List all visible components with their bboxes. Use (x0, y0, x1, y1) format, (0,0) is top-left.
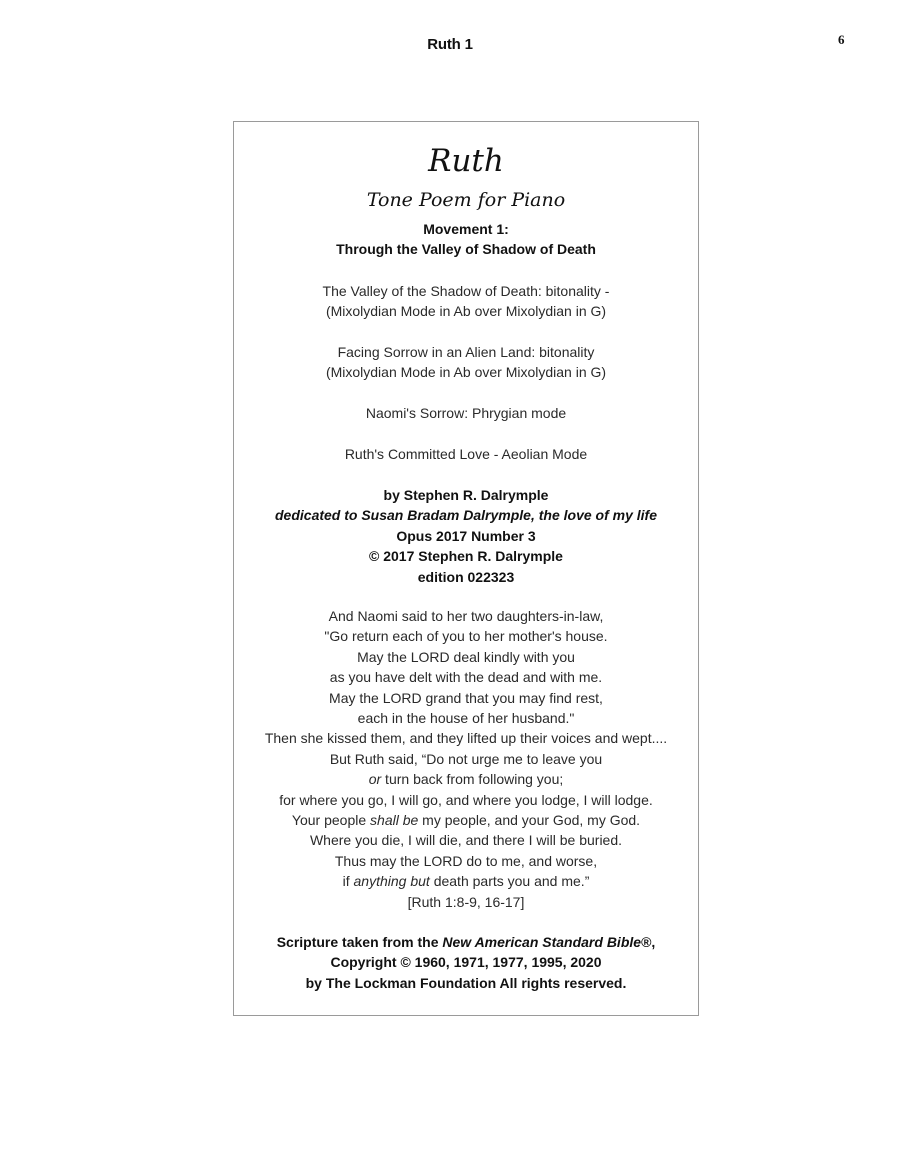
scripture-text: turn back from following you; (381, 771, 564, 788)
scripture-line: May the LORD deal kindly with you (357, 648, 575, 665)
scripture-italic: or (368, 771, 382, 788)
scripture-text: my people, and your God, my God. (418, 812, 641, 829)
section-1-line-2: (Mixolydian Mode in Ab over Mixolydian in G) (325, 303, 607, 320)
movement-name: Through the Valley of Shadow of Death (336, 241, 596, 258)
scripture-reference: [Ruth 1:8-9, 16-17] (407, 893, 525, 910)
movement-label: Movement 1: (423, 221, 509, 237)
copyright-notice (234, 932, 698, 993)
scripture-quote (234, 606, 698, 912)
scripture-italic: shall be (370, 812, 419, 829)
scripture-line: Thus may the LORD do to me, and worse, (334, 852, 598, 869)
notice-line-1 (234, 932, 698, 952)
bible-title: New American Standard Bible (442, 934, 642, 950)
scripture-line (234, 769, 698, 789)
running-head: Ruth 1 (427, 36, 473, 53)
notice-line-3: by The Lockman Foundation All rights reserved. (305, 974, 627, 991)
title-frame (233, 121, 699, 1016)
movement-heading (234, 219, 698, 260)
scripture-line (234, 810, 698, 830)
opus-number: Opus 2017 Number 3 (396, 527, 536, 544)
page-number: 6 (838, 32, 845, 47)
section-2-line-1: Facing Sorrow in an Alien Land: bitonality (337, 344, 595, 360)
copyright-line: © 2017 Stephen R. Dalrymple (369, 548, 563, 565)
scripture-line: Where you die, I will die, and there I will be buried. (309, 832, 623, 849)
section-4 (234, 444, 698, 464)
section-2 (234, 342, 698, 383)
author-credit: by Stephen R. Dalrymple (383, 487, 549, 503)
section-1-line-1: The Valley of the Shadow of Death: bitonality - (322, 283, 610, 299)
scripture-line: May the LORD grand that you may find rest, (329, 689, 603, 706)
work-title: Ruth (428, 143, 504, 179)
scripture-text: death parts you and me.” (429, 873, 590, 890)
scripture-line: But Ruth said, “Do not urge me to leave you (329, 750, 603, 767)
scripture-line (234, 871, 698, 891)
credits (234, 485, 698, 587)
scripture-line: And Naomi said to her two daughters-in-law, (328, 608, 604, 624)
notice-text: ®, (641, 934, 656, 950)
section-3 (234, 403, 698, 423)
section-1 (234, 281, 698, 322)
section-3-line-1: Naomi's Sorrow: Phrygian mode (365, 405, 567, 421)
notice-text: Scripture taken from the (276, 934, 443, 950)
section-2-line-2: (Mixolydian Mode in Ab over Mixolydian in G) (325, 364, 607, 381)
section-4-line-1: Ruth's Committed Love - Aeolian Mode (344, 446, 588, 462)
scripture-text: if (342, 873, 354, 890)
scripture-line: as you have delt with the dead and with me. (329, 669, 603, 686)
work-subtitle: Tone Poem for Piano (366, 189, 566, 211)
scripture-italic: anything but (353, 873, 430, 890)
scripture-line: each in the house of her husband." (357, 710, 575, 727)
scripture-line: Then she kissed them, and they lifted up their voices and wept.... (264, 730, 668, 747)
dedication: dedicated to Susan Bradam Dalrymple, the love of my life (275, 507, 657, 524)
scripture-text: Your people (291, 812, 371, 829)
edition-line: edition 022323 (417, 568, 515, 585)
scripture-line: "Go return each of you to her mother's house. (324, 628, 608, 645)
scripture-line: for where you go, I will go, and where you lodge, I will lodge. (279, 791, 653, 808)
notice-line-2: Copyright © 1960, 1971, 1977, 1995, 2020 (330, 954, 602, 971)
